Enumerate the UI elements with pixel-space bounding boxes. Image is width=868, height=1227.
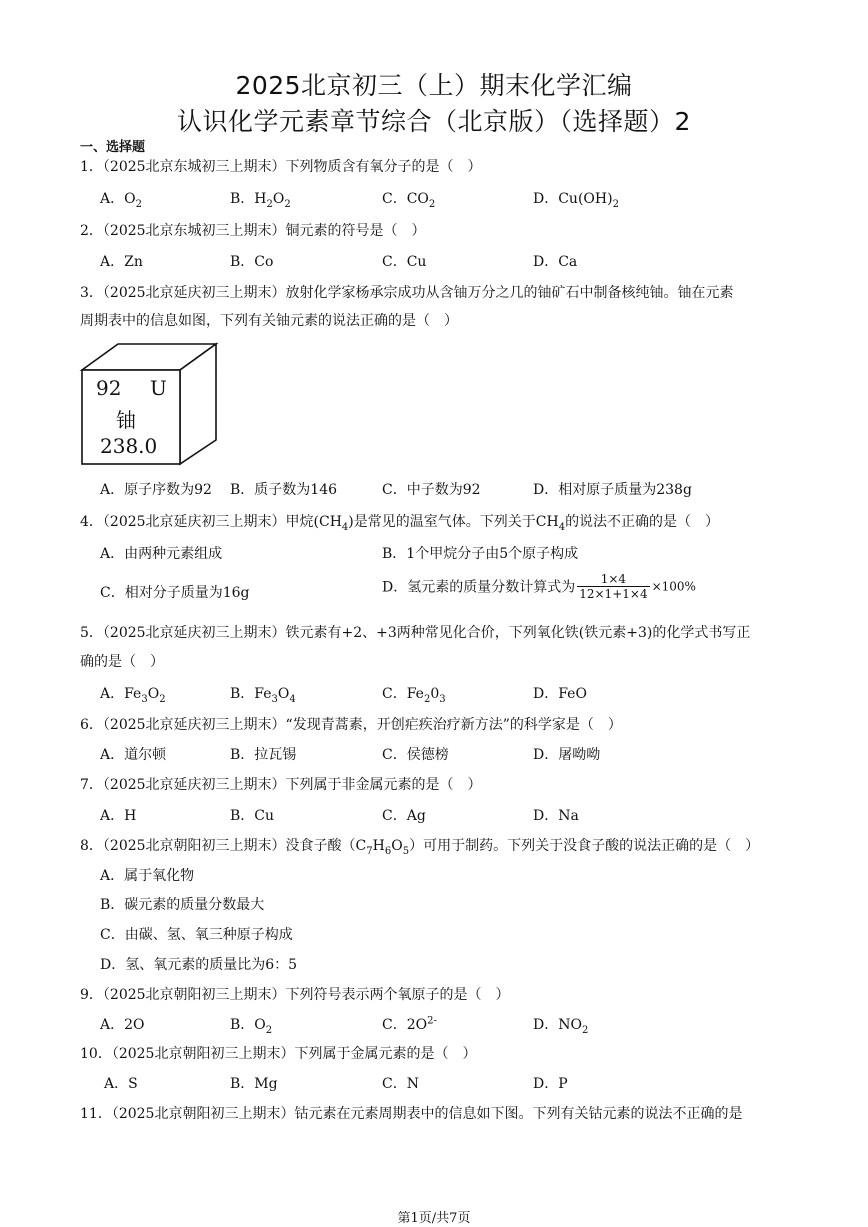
question-9-option-b: B．$O_2$ [230,1017,273,1036]
question-5-stem-line1: 5．（2025北京延庆初三上期末）铁元素有+2、+3两种常见化合价，下列氧化铁(铁元素+3)的化学式书写正 [80,625,751,641]
question-6-option-c: C．侯德榜 [382,747,449,763]
question-7-option-a: A．H [100,808,137,824]
question-3-stem-line2: 周期表中的信息如图，下列有关铀元素的说法正确的是（ ） [80,313,458,329]
question-8-stem: 8．（2025北京朝阳初三上期末）没食子酸$(C_7H_6O_5)$可用于制药。下列关于没食子酸的说法正确的是（ ） [80,838,760,857]
question-10-option-c: C．N [382,1076,419,1092]
question-8-option-a: A．属于氧化物 [100,868,195,884]
question-9-option-c: C．$2O^{2-}$ [382,1015,437,1033]
question-10-option-b: B．Mg [230,1076,278,1092]
question-4-option-a: A．由两种元素组成 [100,546,223,562]
question-1-option-b: B．$H_2O_2$ [230,191,291,210]
question-7-option-d: D．Na [533,808,579,824]
question-10-option-d: D．P [533,1076,568,1092]
question-9-option-d: D．$NO_2$ [533,1017,589,1036]
question-9-option-a: A．2O [100,1017,145,1033]
question-8-option-d: D．氢、氧元素的质量比为6：5 [100,957,298,973]
question-5-option-c: C．$Fe_20_3$ [382,686,446,705]
question-2-option-b: B．Co [230,254,274,270]
question-9-stem: 9．（2025北京朝阳初三上期末）下列符号表示两个氧原子的是（ ） [80,987,510,1003]
mass-fraction-formula: $\frac{1\times 4}{12\times 1+1\times 4}$ [579,572,648,601]
question-7-option-b: B．Cu [230,808,275,824]
element-atomic-mass: 238.0 [100,434,158,458]
question-5-option-b: B．$Fe_3O_4$ [230,686,296,705]
question-5-stem-line2: 确的是（ ） [80,654,164,670]
question-2-stem: 2．（2025北京东城初三上期末）铜元素的符号是（ ） [80,223,426,239]
question-4-option-b: B．1个甲烷分子由5个原子构成 [382,546,579,562]
document-title-line1: 2025北京初三（上）期末化学汇编 [235,71,633,100]
document-title-line2: 认识化学元素章节综合（北京版）（选择题）2 [177,107,691,136]
question-2-option-c: C．Cu [382,254,427,270]
question-1-option-c: C．$CO_2$ [382,191,436,210]
question-1-option-a: A．$O_2$ [100,191,142,210]
question-3-option-d: D．相对原子质量为238g [533,482,692,498]
question-1-stem: 1．（2025北京东城初三上期末）下列物质含有氧分子的是（ ） [80,159,482,175]
section-heading: 一、选择题 [80,140,146,155]
page-number-footer: 第1页/共7页 [397,1211,471,1226]
question-8-option-c: C．由碳、氢、氧三种原子构成 [100,927,293,943]
question-3-option-a: A．原子序数为92 [100,482,212,498]
question-3-option-c: C．中子数为92 [382,482,481,498]
question-10-option-a: A．S [104,1076,138,1092]
question-5-option-d: D．FeO [533,686,587,702]
question-6-option-d: D．屠呦呦 [533,747,601,763]
question-7-option-c: C．Ag [382,808,426,824]
element-atomic-number: 92 [96,376,122,400]
question-6-option-b: B．拉瓦锡 [230,747,297,763]
question-11-stem: 11．（2025北京朝阳初三上期末）钴元素在元素周期表中的信息如下图。下列有关钴元素的说法不正确的是 [80,1106,743,1122]
question-4-option-c: C．相对分子质量为16g [100,585,250,601]
element-symbol: U [150,376,167,400]
element-name: 铀 [116,408,136,432]
question-1-option-d: D．$Cu(OH)_2$ [533,191,619,210]
question-10-stem: 10．（2025北京朝阳初三上期末）下列属于金属元素的是（ ） [80,1046,477,1062]
question-4-stem: 4．（2025北京延庆初三上期末）甲烷$(CH_4)$是常见的温室气体。下列关于$CH_4$的说法不正确的是（ ） [80,514,720,533]
question-7-stem: 7．（2025北京延庆初三上期末）下列属于非金属元素的是（ ） [80,777,482,793]
question-2-option-a: A．Zn [100,254,143,270]
question-2-option-d: D．Ca [533,254,578,270]
question-3-option-b: B．质子数为146 [230,482,338,498]
question-3-stem-line1: 3．（2025北京延庆初三上期末）放射化学家杨承宗成功从含铀万分之几的铀矿石中制备核纯铀。铀在元素 [80,285,734,301]
question-8-option-b: B．碳元素的质量分数最大 [100,897,265,913]
question-6-option-a: A．道尔顿 [100,747,167,763]
question-6-stem: 6．（2025北京延庆初三上期末）“发现青蒿素，开创疟疾治疗新方法”的科学家是（ ） [80,717,622,733]
element-card-figure [78,340,220,468]
question-4-option-d: D．氢元素的质量分数计算式为 $\frac{1\times 4}{12\times 1+1\times 4}$ ×100% [382,572,696,601]
question-5-option-a: A．$Fe_3O_2$ [100,686,166,705]
